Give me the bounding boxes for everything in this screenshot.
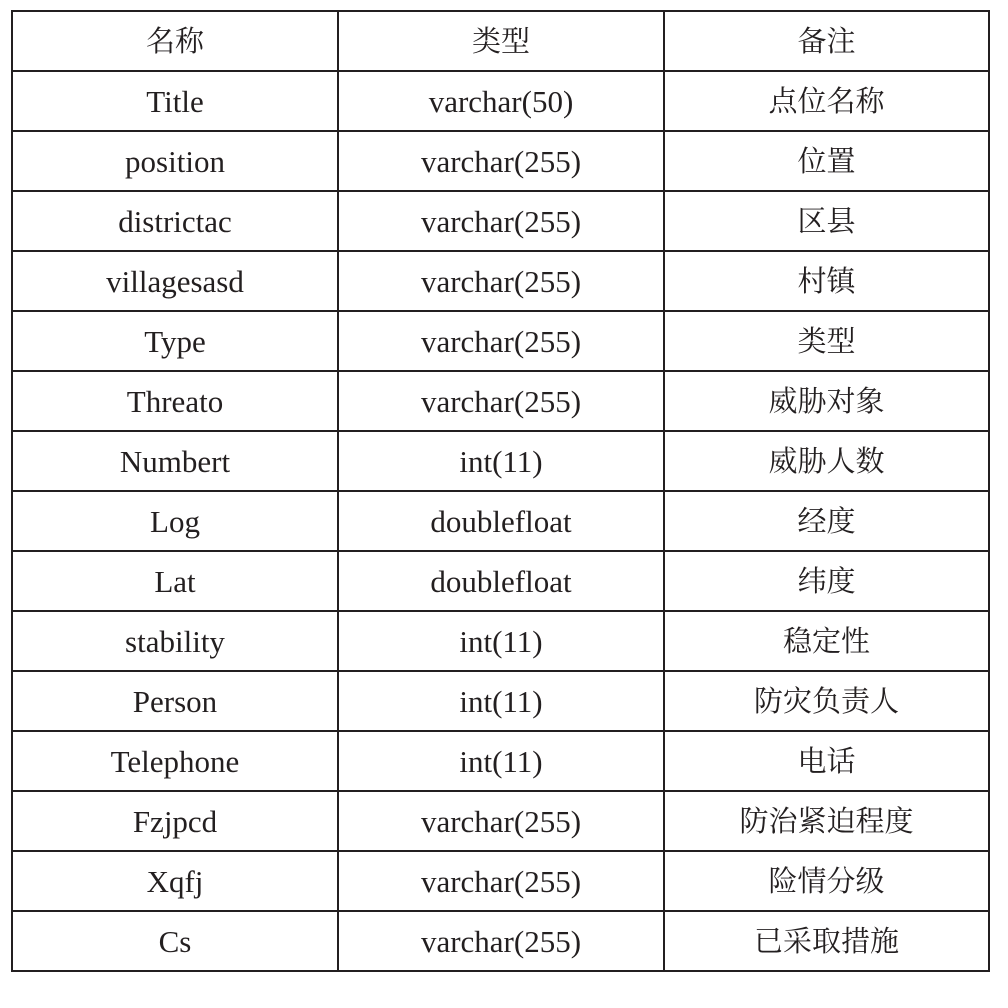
field-name-cell: Fzjpcd <box>12 791 338 851</box>
field-type-cell: varchar(255) <box>338 851 664 911</box>
field-type-cell: int(11) <box>338 671 664 731</box>
field-type-cell: varchar(255) <box>338 311 664 371</box>
field-name-cell: Telephone <box>12 731 338 791</box>
field-name-cell: Title <box>12 71 338 131</box>
field-type-cell: varchar(255) <box>338 911 664 971</box>
field-name-cell: stability <box>12 611 338 671</box>
field-name-cell: Numbert <box>12 431 338 491</box>
field-type-cell: varchar(255) <box>338 371 664 431</box>
field-type-cell: varchar(255) <box>338 131 664 191</box>
field-note-cell: 防灾负责人 <box>664 671 989 731</box>
table-row <box>12 251 989 311</box>
header-type: 类型 <box>338 11 664 71</box>
table-row <box>12 671 989 731</box>
field-note-cell: 类型 <box>664 311 989 371</box>
field-note-cell: 点位名称 <box>664 71 989 131</box>
table-row <box>12 851 989 911</box>
field-note-cell: 威胁人数 <box>664 431 989 491</box>
field-note-cell: 电话 <box>664 731 989 791</box>
field-name-cell: Type <box>12 311 338 371</box>
field-note-cell: 纬度 <box>664 551 989 611</box>
field-type-cell: int(11) <box>338 611 664 671</box>
schema-table <box>11 10 990 972</box>
field-type-cell: doublefloat <box>338 491 664 551</box>
field-type-cell: varchar(50) <box>338 71 664 131</box>
table-header <box>12 11 989 71</box>
table-row <box>12 371 989 431</box>
table-row <box>12 71 989 131</box>
field-type-cell: int(11) <box>338 731 664 791</box>
field-name-cell: Threato <box>12 371 338 431</box>
table-row <box>12 311 989 371</box>
field-name-cell: districtac <box>12 191 338 251</box>
table-row <box>12 191 989 251</box>
field-name-cell: position <box>12 131 338 191</box>
field-type-cell: varchar(255) <box>338 191 664 251</box>
table-row <box>12 491 989 551</box>
table-row <box>12 911 989 971</box>
field-note-cell: 区县 <box>664 191 989 251</box>
field-note-cell: 稳定性 <box>664 611 989 671</box>
field-name-cell: Log <box>12 491 338 551</box>
field-note-cell: 防治紧迫程度 <box>664 791 989 851</box>
table-row <box>12 431 989 491</box>
field-note-cell: 村镇 <box>664 251 989 311</box>
field-name-cell: Xqfj <box>12 851 338 911</box>
table-body <box>12 71 989 971</box>
field-note-cell: 威胁对象 <box>664 371 989 431</box>
field-name-cell: Cs <box>12 911 338 971</box>
field-type-cell: varchar(255) <box>338 791 664 851</box>
field-note-cell: 已采取措施 <box>664 911 989 971</box>
table-row <box>12 791 989 851</box>
header-name: 名称 <box>12 11 338 71</box>
table-row <box>12 551 989 611</box>
field-type-cell: int(11) <box>338 431 664 491</box>
field-name-cell: Person <box>12 671 338 731</box>
table-row <box>12 731 989 791</box>
field-type-cell: doublefloat <box>338 551 664 611</box>
header-note: 备注 <box>664 11 989 71</box>
field-note-cell: 经度 <box>664 491 989 551</box>
table-row <box>12 611 989 671</box>
header-row <box>12 11 989 71</box>
field-name-cell: Lat <box>12 551 338 611</box>
field-type-cell: varchar(255) <box>338 251 664 311</box>
field-name-cell: villagesasd <box>12 251 338 311</box>
table-row <box>12 131 989 191</box>
field-note-cell: 位置 <box>664 131 989 191</box>
field-note-cell: 险情分级 <box>664 851 989 911</box>
